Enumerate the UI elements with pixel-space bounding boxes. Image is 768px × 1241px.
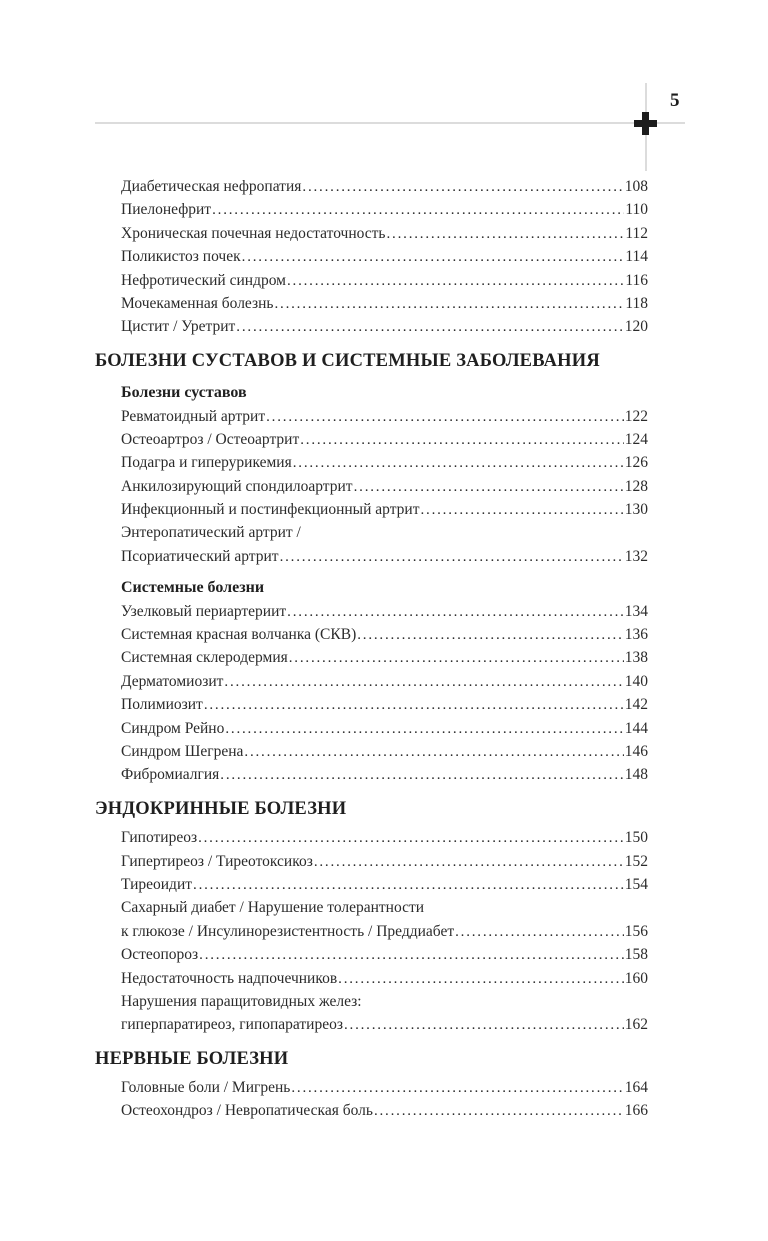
toc-entry-page: 128: [624, 477, 648, 495]
toc-entry: [95, 315, 648, 338]
toc-entry: [95, 693, 648, 716]
toc-entry-title: Подагра и гиперурикемия: [121, 454, 292, 472]
dot-leader: [387, 222, 625, 246]
toc-entry: [95, 850, 648, 873]
toc-entry-page: 158: [624, 946, 648, 964]
toc-entry-page: 126: [624, 454, 648, 472]
toc-entry: [95, 1013, 648, 1036]
dot-leader: [338, 967, 624, 991]
toc-entry-title: Псориатический артрит: [121, 547, 279, 565]
dot-leader: [357, 623, 624, 647]
toc-entry: [95, 222, 648, 245]
toc-entry: [95, 175, 648, 198]
toc-entry-title: Полимиозит: [121, 696, 203, 714]
toc-entry-continuation: [95, 521, 648, 544]
toc-entry: [95, 405, 648, 428]
dot-leader: [224, 670, 623, 694]
dot-leader: [293, 451, 624, 475]
toc-section-heading: БОЛЕЗНИ СУСТАВОВ И СИСТЕМНЫЕ ЗАБОЛЕВАНИЯ: [95, 350, 600, 371]
toc-entry: [95, 967, 648, 990]
toc-entry: [95, 600, 648, 623]
toc-entry-page: 162: [624, 1016, 648, 1034]
toc-entry-title: Головные боли / Мигрень: [121, 1079, 291, 1097]
toc-entry-page: 118: [625, 294, 648, 312]
toc-entry-title: Инфекционный и постинфекционный артрит: [121, 501, 420, 519]
toc-entry: [95, 475, 648, 498]
toc-entry: [95, 245, 648, 268]
toc-entry: [95, 763, 648, 786]
toc-entry-page: 154: [624, 875, 648, 893]
toc-entry: [95, 1099, 648, 1122]
toc-entry-continuation: [95, 896, 648, 919]
dot-leader: [280, 545, 624, 569]
dot-leader: [289, 646, 624, 670]
toc-section-heading: ЭНДОКРИННЫЕ БОЛЕЗНИ: [95, 798, 347, 819]
table-of-contents: [95, 175, 648, 1123]
toc-entry-page: 144: [624, 719, 648, 737]
toc-entry-page: 150: [624, 829, 648, 847]
dot-leader: [220, 763, 623, 787]
toc-entry-page: 132: [624, 547, 648, 565]
toc-entry-title: Остеопороз: [121, 946, 199, 964]
toc-entry-title: Недостаточность надпочечников: [121, 969, 338, 987]
toc-entry-title: к глюкозе / Инсулинорезистентность / Преддиабет: [121, 922, 455, 940]
toc-entry-title: Пиелонефрит: [121, 201, 212, 219]
toc-entry-title: Анкилозирующий спондилоартрит: [121, 477, 353, 495]
toc-entry-page: 114: [625, 248, 648, 266]
toc-section-heading: НЕРВНЫЕ БОЛЕЗНИ: [95, 1048, 289, 1069]
toc-entry-title: Хроническая почечная недостаточность: [121, 224, 386, 242]
toc-entry: [95, 498, 648, 521]
toc-entry-title: Фибромиалгия: [121, 766, 220, 784]
toc-entry-title: Дерматомиозит: [121, 672, 224, 690]
dot-leader: [314, 850, 624, 874]
toc-entry-title: Гипотиреоз: [121, 829, 198, 847]
toc-entry-page: 160: [624, 969, 648, 987]
toc-entry: [95, 269, 648, 292]
toc-entry-page: 134: [624, 602, 648, 620]
toc-entry-continuation: [95, 990, 648, 1013]
top-rule: [95, 122, 685, 124]
toc-entry-title: Остеоартроз / Остеоартрит: [121, 430, 300, 448]
toc-entry: [95, 545, 648, 568]
toc-entry-page: 110: [625, 201, 648, 219]
dot-leader: [287, 600, 624, 624]
toc-entry-title: Энтеропатический артрит /: [121, 524, 301, 542]
dot-leader: [193, 873, 624, 897]
toc-entry: [95, 740, 648, 763]
toc-subsection-heading: Системные болезни: [121, 579, 265, 597]
toc-entry-title: Остеохондроз / Невропатическая боль: [121, 1102, 373, 1120]
toc-entry-title: гиперпаратиреоз, гипопаратиреоз: [121, 1016, 343, 1034]
toc-entry-title: Ревматоидный артрит: [121, 407, 266, 425]
toc-entry-page: 156: [624, 922, 648, 940]
dot-leader: [244, 740, 623, 764]
toc-subsection-heading: Болезни суставов: [121, 384, 247, 402]
dot-leader: [266, 405, 624, 429]
toc-entry-page: 166: [624, 1102, 648, 1120]
dot-leader: [354, 475, 624, 499]
toc-entry-title: Нефротический синдром: [121, 271, 286, 289]
toc-entry-page: 116: [625, 271, 648, 289]
dot-leader: [455, 920, 624, 944]
toc-entry-title: Тиреоидит: [121, 875, 193, 893]
toc-entry-title: Сахарный диабет / Нарушение толерантности: [121, 899, 425, 917]
toc-entry-page: 124: [624, 430, 648, 448]
toc-entry: [95, 623, 648, 646]
toc-entry: [95, 873, 648, 896]
toc-entry-page: 122: [624, 407, 648, 425]
dot-leader: [199, 943, 624, 967]
dot-leader: [291, 1076, 623, 1100]
toc-entry-page: 152: [624, 852, 648, 870]
toc-entry-title: Цистит / Уретрит: [121, 318, 236, 336]
toc-entry-title: Системная красная волчанка (СКВ): [121, 626, 357, 644]
dot-leader: [274, 292, 624, 316]
toc-entry: [95, 943, 648, 966]
toc-entry-title: Мочекаменная болезнь: [121, 294, 274, 312]
toc-entry: [95, 920, 648, 943]
toc-entry-page: 108: [624, 178, 648, 195]
page-number: 5: [670, 90, 680, 111]
toc-entry-title: Системная склеродермия: [121, 649, 288, 667]
toc-entry-page: 142: [624, 696, 648, 714]
toc-entry-page: 140: [624, 672, 648, 690]
toc-entry-title: Диабетическая нефропатия: [121, 178, 302, 195]
dot-leader: [302, 175, 623, 199]
toc-entry: [95, 198, 648, 221]
toc-entry: [95, 451, 648, 474]
toc-entry-title: Поликистоз почек: [121, 248, 241, 266]
dot-leader: [374, 1099, 624, 1123]
toc-entry-title: Синдром Шегрена: [121, 742, 244, 760]
dot-leader: [212, 198, 624, 222]
dot-leader: [344, 1013, 624, 1037]
toc-entry-page: 164: [624, 1079, 648, 1097]
toc-entry-page: 136: [624, 626, 648, 644]
toc-entry: [95, 826, 648, 849]
toc-entry-page: 146: [624, 742, 648, 760]
toc-entry-title: Гипертиреоз / Тиреотоксикоз: [121, 852, 313, 870]
toc-entry-title: Нарушения паращитовидных желез:: [121, 992, 362, 1010]
toc-entry-page: 120: [624, 318, 648, 336]
toc-entry-page: 112: [625, 224, 648, 242]
toc-entry-page: 138: [624, 649, 648, 667]
dot-leader: [242, 245, 625, 269]
toc-entry-page: 130: [624, 501, 648, 519]
toc-entry: [95, 717, 648, 740]
dot-leader: [204, 693, 624, 717]
dot-leader: [225, 717, 623, 741]
registration-cross-vertical-bar: [642, 112, 649, 135]
toc-entry: [95, 646, 648, 669]
dot-leader: [236, 315, 623, 339]
dot-leader: [300, 428, 624, 452]
toc-entry: [95, 1076, 648, 1099]
toc-entry: [95, 428, 648, 451]
toc-entry-page: 148: [624, 766, 648, 784]
dot-leader: [287, 269, 624, 293]
toc-entry: [95, 670, 648, 693]
dot-leader: [420, 498, 623, 522]
toc-entry: [95, 292, 648, 315]
dot-leader: [198, 826, 624, 850]
toc-entry-title: Узелковый периартериит: [121, 602, 287, 620]
toc-entry-title: Синдром Рейно: [121, 719, 225, 737]
